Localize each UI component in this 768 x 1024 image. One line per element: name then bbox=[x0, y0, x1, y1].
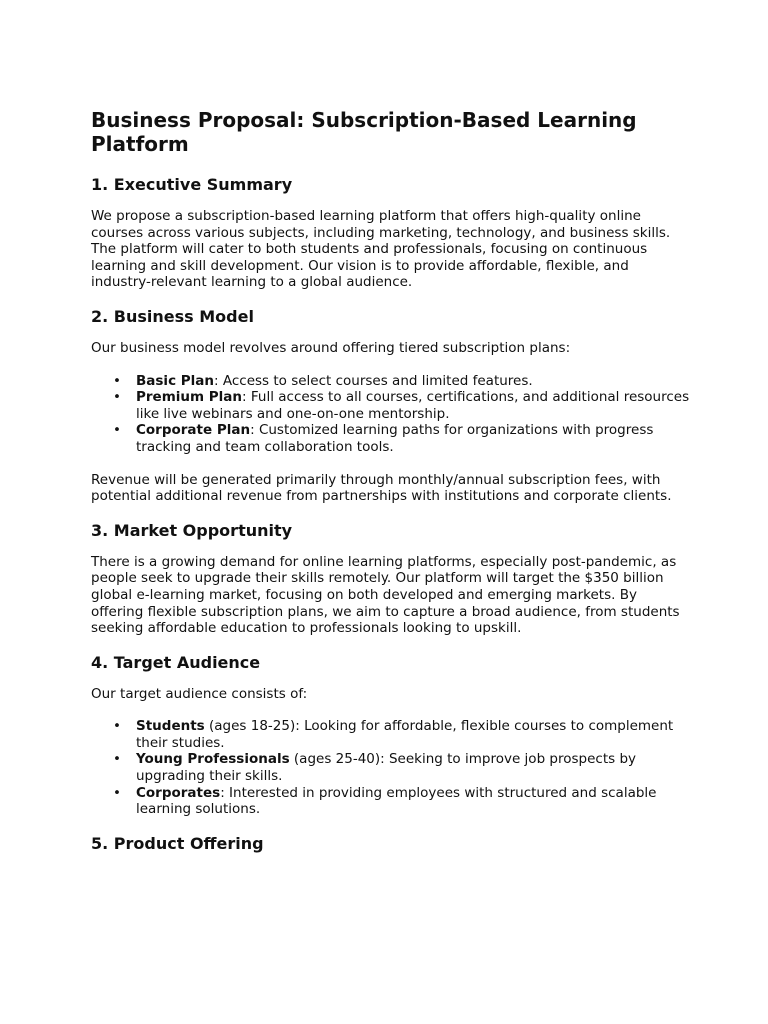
list-item bbox=[113, 422, 691, 455]
bullet-icon: • bbox=[113, 422, 121, 439]
bullet-icon: • bbox=[113, 784, 121, 801]
list-item-term: Premium Plan bbox=[136, 389, 243, 406]
market-opportunity-paragraph: There is a growing demand for online learning platforms, especially post-pandemic, as people seek to upgrade their skills remotely. Our platform will target the $350 billion global e-learning market, focusing on both developed and emerging markets. By offering flexible subscription plans, we aim to capture a broad audience, from students seeking affordable education to professionals looking to upskill. bbox=[91, 553, 680, 637]
list-item-term: Young Professionals bbox=[136, 751, 290, 768]
list-item-text: : Interested in providing employees with structured and scalable learning solutions. bbox=[136, 784, 657, 818]
list-item-term: Students bbox=[136, 718, 205, 735]
list-item bbox=[113, 751, 691, 785]
subscription-plans-list bbox=[91, 373, 691, 456]
document-content bbox=[91, 108, 691, 867]
list-item bbox=[113, 784, 691, 818]
section-heading-product-offering: 5. Product Offering bbox=[91, 833, 264, 853]
list-item bbox=[113, 389, 691, 422]
list-item-text: : Customized learning paths for organizations with progress tracking and team collaboration tools. bbox=[136, 422, 654, 455]
list-item bbox=[113, 372, 691, 390]
list-item-term: Corporate Plan bbox=[136, 422, 251, 439]
section-heading-target-audience: 4. Target Audience bbox=[91, 652, 261, 672]
list-item-term: Basic Plan bbox=[136, 372, 215, 389]
business-model-intro: Our business model revolves around offering tiered subscription plans: bbox=[91, 339, 571, 356]
list-item-text: : Full access to all courses, certifications, and additional resources like live webinars and one-on-one mentorship. bbox=[136, 389, 690, 422]
business-model-revenue-paragraph: Revenue will be generated primarily through monthly/annual subscription fees, with potential additional revenue from partnerships with institutions and corporate clients. bbox=[91, 471, 672, 505]
bullet-icon: • bbox=[113, 389, 121, 406]
section-heading-market-opportunity: 3. Market Opportunity bbox=[91, 520, 293, 540]
executive-summary-paragraph: We propose a subscription-based learning platform that offers high-quality online courses across various subjects, including marketing, technology, and business skills. The platform will cater to both students and professionals, focusing on continuous learning and skill development. Our vision is to provide affordable, flexible, and industry-relevant learning to a global audience. bbox=[91, 208, 671, 291]
list-item-text: (ages 25-40): Seeking to improve job prospects by upgrading their skills. bbox=[136, 751, 637, 785]
target-audience-intro: Our target audience consists of: bbox=[91, 685, 308, 702]
section-heading-business-model: 2. Business Model bbox=[91, 306, 254, 326]
document-title: Business Proposal: Subscription-Based Learning Platform bbox=[91, 108, 637, 156]
section-heading-executive-summary: 1. Executive Summary bbox=[91, 175, 293, 194]
list-item-term: Corporates bbox=[136, 784, 221, 801]
bullet-icon: • bbox=[113, 372, 121, 389]
list-item bbox=[113, 718, 691, 751]
target-audience-list bbox=[91, 718, 691, 818]
bullet-icon: • bbox=[113, 751, 121, 768]
list-item-text: (ages 18-25): Looking for affordable, flexible courses to complement their studies. bbox=[136, 718, 674, 751]
list-item-text: : Access to select courses and limited features. bbox=[214, 372, 533, 389]
bullet-icon: • bbox=[113, 718, 121, 735]
